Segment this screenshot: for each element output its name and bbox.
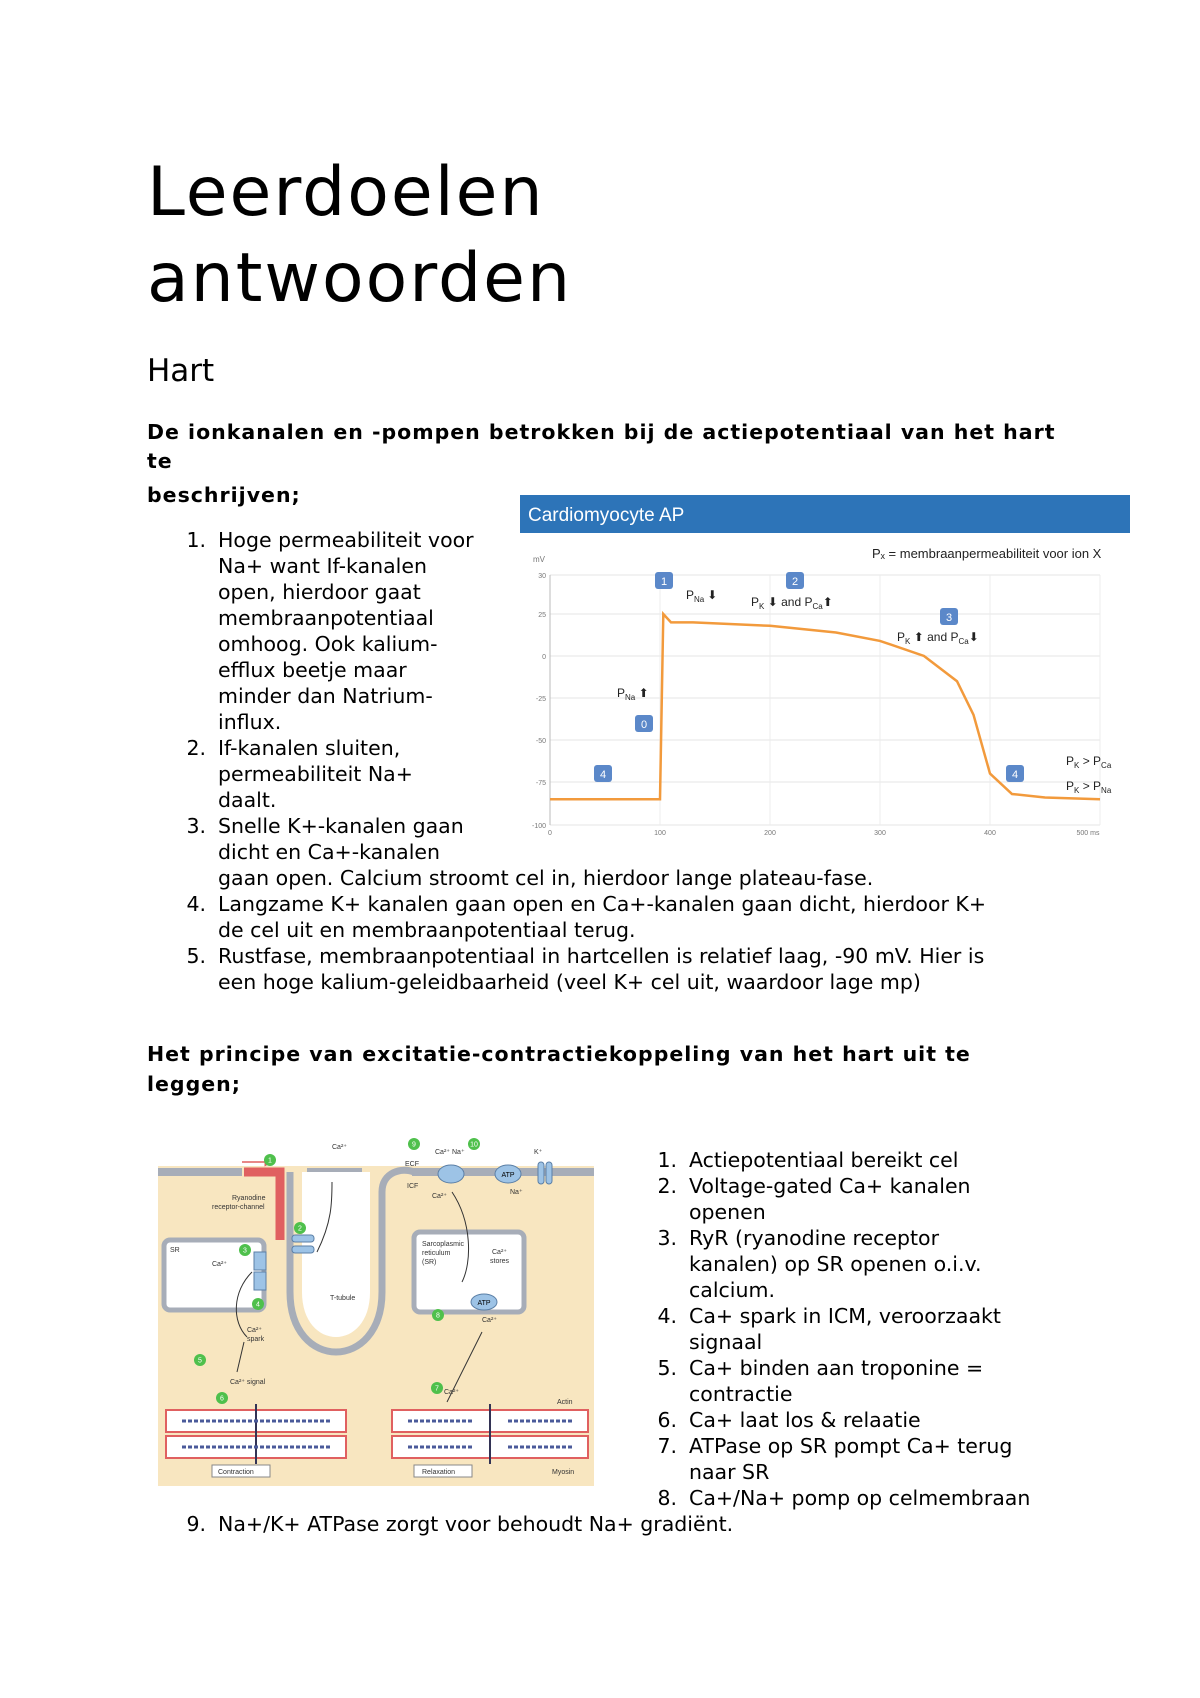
list-item-text: Langzame K+ kanalen gaan open en Ca+-kanalen gaan dicht, hierdoor K+ (218, 892, 987, 916)
step-badge (194, 1354, 206, 1366)
label-sr-name-3: (SR) (422, 1259, 437, 1266)
phase-marker-0 (635, 715, 653, 732)
label-sr-name-2: reticulum (422, 1250, 451, 1257)
list-item-text: calcium. (689, 1278, 775, 1302)
x-tick-label: 300 (874, 830, 886, 837)
list-item-text: Rustfase, membraanpotentiaal in hartcellen is relatief laag, -90 mV. Hier is (218, 944, 985, 968)
list-item-text: Na+ want If-kanalen (218, 554, 427, 578)
svg-text:2: 2 (298, 1225, 302, 1233)
label-atpase-na: Na⁺ (510, 1189, 523, 1196)
list-item-text: Na+/K+ ATPase zorgt voor behoudt Na+ gradiënt. (218, 1512, 734, 1536)
section-heading: Hart (147, 353, 215, 389)
question-1-line-1: De ionkanalen en -pompen betrokken bij de actiepotentiaal van het hart (147, 420, 1056, 444)
label-sr: SR (170, 1247, 180, 1254)
svg-text:ATP: ATP (477, 1300, 491, 1307)
phase-marker-4a (594, 765, 612, 782)
list-item-number: 2. (186, 736, 206, 760)
svg-text:1: 1 (268, 1157, 272, 1165)
title-line-2: antwoorden (147, 239, 573, 318)
phase-marker-3 (940, 608, 958, 625)
list-item-text: minder dan Natrium- (218, 684, 433, 708)
list-item-text: Voltage-gated Ca+ kanalen (689, 1174, 971, 1198)
phase-marker-4b (1006, 765, 1024, 782)
page-title (147, 150, 572, 322)
list-item-text: permeabiliteit Na+ (218, 762, 413, 786)
svg-text:0: 0 (640, 719, 648, 731)
svg-text:9: 9 (412, 1141, 416, 1149)
step-badge (431, 1382, 443, 1394)
k-channel (538, 1162, 544, 1184)
label-ncx-ca: Ca²⁺ (435, 1149, 450, 1156)
list-item-text: Ca+ binden aan troponine = (689, 1356, 984, 1380)
label-spark-1: Ca²⁺ (247, 1327, 262, 1334)
step-badge (264, 1154, 276, 1166)
annot-pk-pca: $P_K$ ⬇ and $P_{Ca}⬆$ (751, 595, 833, 611)
svg-text:4: 4 (256, 1301, 260, 1309)
question-2-line-1: Het principe van excitatie-contractiekoppeling van het hart uit te (147, 1042, 971, 1066)
list-item-text: naar SR (689, 1460, 770, 1484)
list-item-text: Ca+ laat los & relaatie (689, 1408, 921, 1432)
label-ca-serca: Ca²⁺ (482, 1317, 497, 1324)
ap-figure-title: Cardiomyocyte AP (528, 505, 685, 526)
list-item-text: RyR (ryanodine receptor (689, 1226, 939, 1250)
label-t-tubule: T-tubule (330, 1295, 356, 1302)
list-item-number: 5. (186, 944, 206, 968)
ryr-channel (254, 1252, 266, 1270)
label-stores-1: Ca²⁺ (492, 1249, 507, 1256)
step-badge (468, 1138, 480, 1150)
list-item-text: Actiepotentiaal bereikt cel (689, 1148, 959, 1172)
list-item-number: 7. (657, 1434, 677, 1458)
step-badge (408, 1138, 420, 1150)
label-sr-name-1: Sarcoplasmic (422, 1241, 465, 1248)
label-ca-cyto: Ca²⁺ (444, 1389, 459, 1396)
step-badge (239, 1244, 251, 1256)
y-tick-label: -100 (531, 823, 546, 830)
annot-pk-gt-pca: $P_K > P_{Ca}$ (1066, 754, 1112, 770)
phase-marker-2 (786, 572, 804, 589)
svg-text:3: 3 (243, 1247, 247, 1255)
svg-text:4: 4 (599, 769, 607, 781)
ap-legend: Pₓ = membraanpermeabiliteit voor ion X (872, 546, 1102, 561)
l-type-channel (292, 1235, 314, 1242)
svg-text:5: 5 (198, 1357, 202, 1365)
list-item-number: 1. (186, 528, 206, 552)
list-item-number: 8. (657, 1486, 677, 1510)
list-item-text: kanalen) op SR openen o.i.v. (689, 1252, 982, 1276)
list-item-text: gaan open. Calcium stroomt cel in, hierdoor lange plateau-fase. (218, 866, 874, 890)
x-tick-label: 200 (764, 830, 776, 837)
list-item-text: contractie (689, 1382, 793, 1406)
list-item-text: Ca+/Na+ pomp op celmembraan (689, 1486, 1031, 1510)
title-line-1: Leerdoelen (147, 153, 545, 232)
svg-text:1: 1 (660, 576, 668, 588)
x-tick-label: 400 (984, 830, 996, 837)
list-item-text: If-kanalen sluiten, (218, 736, 401, 760)
label-ncx-na: Na⁺ (452, 1149, 465, 1156)
svg-text:8: 8 (436, 1312, 440, 1320)
label-receptor-channel: receptor-channel (212, 1204, 265, 1211)
label-sr-ca: Ca²⁺ (212, 1261, 227, 1268)
list-item-text: signaal (689, 1330, 763, 1354)
list-item-number: 1. (657, 1148, 677, 1172)
label-myosin: Myosin (552, 1469, 575, 1476)
ncx-exchanger (438, 1165, 464, 1183)
list-item-text: membraanpotentiaal (218, 606, 434, 630)
list-item-text: een hoge kalium-geleidbaarheid (veel K+ cel uit, waardoor lage mp) (218, 970, 921, 994)
svg-text:4: 4 (1011, 769, 1019, 781)
y-tick-label: 30 (538, 573, 546, 580)
list-item-text: efflux beetje maar (218, 658, 407, 682)
list-item-text: daalt. (218, 788, 277, 812)
list-item-number: 6. (657, 1408, 677, 1432)
label-icf: ICF (407, 1183, 419, 1190)
phase-marker-1 (655, 572, 673, 589)
list-item-text: ATPase op SR pompt Ca+ terug (689, 1434, 1013, 1458)
step-badge (432, 1309, 444, 1321)
list-item-number: 3. (186, 814, 206, 838)
step-badge (216, 1392, 228, 1404)
step-badge (252, 1298, 264, 1310)
label-ca-out: Ca²⁺ (432, 1193, 447, 1200)
label-ca-signal: Ca²⁺ signal (230, 1379, 266, 1386)
svg-text:ATP: ATP (501, 1172, 515, 1179)
svg-text:3: 3 (945, 612, 953, 624)
question-1-line-3: beschrijven; (147, 483, 301, 507)
list-item-text: openen (689, 1200, 766, 1224)
label-k: K⁺ (534, 1149, 543, 1156)
list-item-text: open, hierdoor gaat (218, 580, 421, 604)
x-tick-label: 100 (654, 830, 666, 837)
list-item-text: Snelle K+-kanalen gaan (218, 814, 464, 838)
y-tick-label: 0 (542, 654, 546, 661)
list-item-number: 3. (657, 1226, 677, 1250)
annot-pk-gt-pna: $P_K > P_{Na}$ (1066, 779, 1112, 795)
y-unit: mV (533, 555, 545, 564)
svg-text:6: 6 (220, 1395, 224, 1403)
list-item-number: 2. (657, 1174, 677, 1198)
step-badge (294, 1222, 306, 1234)
label-stores-2: stores (490, 1258, 510, 1265)
list-item-number: 4. (657, 1304, 677, 1328)
x-tick-label: 0 (548, 830, 552, 837)
list-item-text: Ca+ spark in ICM, veroorzaakt (689, 1304, 1001, 1328)
y-tick-label: 25 (538, 612, 546, 619)
list-item-text: influx. (218, 710, 282, 734)
question-2-line-2: leggen; (147, 1072, 241, 1096)
list-item-number: 9. (186, 1512, 206, 1536)
list-item-text: omhoog. Ook kalium- (218, 632, 438, 656)
list-item-number: 4. (186, 892, 206, 916)
annot-pk-up-pca-down: $P_K$ ⬆ and $P_{Ca}⬇$ (897, 630, 979, 646)
label-actin: Actin (557, 1399, 573, 1406)
list-item-text: Hoge permeabiliteit voor (218, 528, 474, 552)
ec-coupling-figure (152, 1122, 600, 1490)
svg-text:10: 10 (470, 1141, 478, 1149)
y-tick-label: -75 (535, 780, 546, 787)
ap-figure (520, 495, 1130, 845)
y-tick-label: -50 (535, 738, 546, 745)
svg-text:7: 7 (435, 1385, 439, 1393)
label-ecf: ECF (405, 1161, 419, 1168)
label-relaxation: Relaxation (422, 1469, 456, 1476)
x-tick-label: 500 ms (1076, 830, 1100, 837)
list-item-number: 5. (657, 1356, 677, 1380)
question-1-line-2: te (147, 449, 173, 473)
list-item-text: de cel uit en membraanpotentiaal terug. (218, 918, 636, 942)
label-ryanodine: Ryanodine (232, 1195, 266, 1202)
list-item-text: dicht en Ca+-kanalen (218, 840, 441, 864)
svg-text:2: 2 (791, 576, 799, 588)
annot-pna-up: $P_{Na}$ ⬆ (617, 686, 649, 702)
label-contraction: Contraction (218, 1469, 254, 1476)
y-tick-label: -25 (535, 696, 546, 703)
label-spark-2: spark (247, 1336, 265, 1343)
annot-pna-down: $P_{Na}$ ⬇ (686, 588, 718, 604)
label-ca-ext: Ca²⁺ (332, 1144, 347, 1151)
